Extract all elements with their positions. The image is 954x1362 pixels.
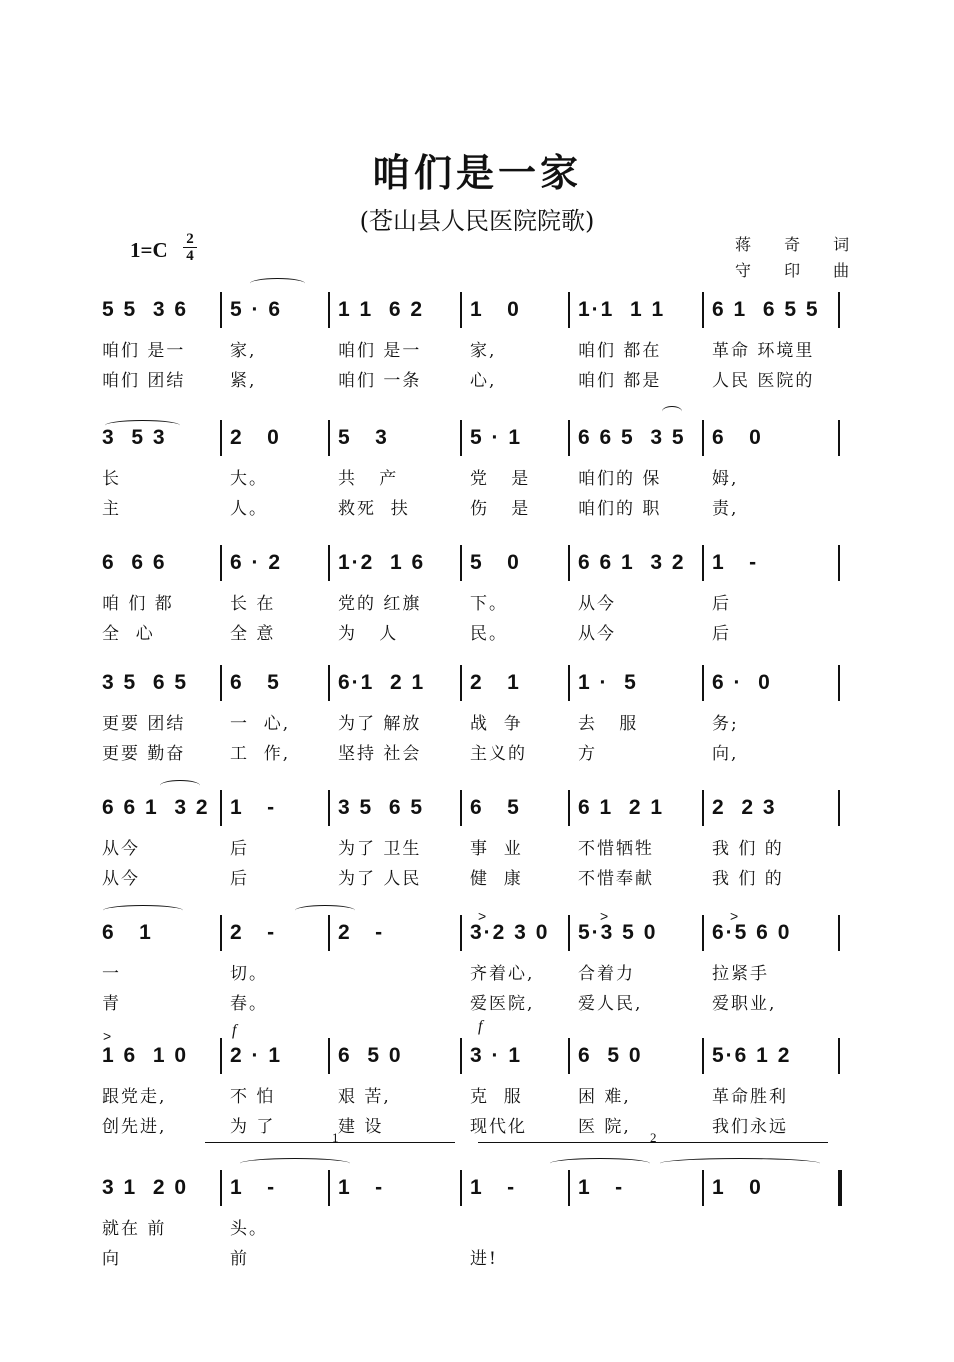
barline <box>838 292 840 328</box>
barline <box>328 790 330 826</box>
barline <box>220 790 222 826</box>
measure-notes: 6·1 2 1 <box>338 671 426 694</box>
barline <box>328 420 330 456</box>
barline <box>568 790 570 826</box>
lyric-verse-2: 前 <box>230 1249 249 1269</box>
barline <box>838 1038 840 1074</box>
lyric-verse-2: 人。 <box>230 499 268 519</box>
lyric-verse-2: 为 了 <box>230 1117 276 1137</box>
song-subtitle: (苍山县人民医院院歌) <box>359 207 595 235</box>
measure-notes: 1 - <box>338 1176 385 1199</box>
measure-notes: 1·2 1 6 <box>338 551 426 574</box>
barline <box>328 665 330 701</box>
barline <box>220 420 222 456</box>
barline <box>568 1038 570 1074</box>
lyric-verse-1: 一 <box>102 964 121 984</box>
barline <box>220 292 222 328</box>
measure-notes: 2 - <box>338 921 385 944</box>
measure-notes: 1 - <box>578 1176 625 1199</box>
barline <box>702 665 704 701</box>
measure-notes: 2 2 3 <box>712 796 777 819</box>
lyric-verse-2: 心, <box>470 371 497 391</box>
lyric-verse-2: 从今 <box>578 624 616 644</box>
measure-notes: 1 · 5 <box>578 671 638 694</box>
measure-notes: 6 6 6 <box>102 551 167 574</box>
slur-mark <box>105 420 180 431</box>
lyric-verse-1: 艰 苦, <box>338 1087 391 1107</box>
barline <box>702 1170 704 1206</box>
slur-mark <box>103 905 183 916</box>
lyric-verse-1: 大。 <box>230 469 268 489</box>
volta-number-2: 2 <box>650 1130 657 1145</box>
barline <box>460 292 462 328</box>
barline <box>838 665 840 701</box>
barline <box>460 1170 462 1206</box>
music-system <box>0 915 954 1047</box>
slur-mark <box>295 905 355 916</box>
barline <box>220 545 222 581</box>
lyric-verse-1: 事 业 <box>470 839 523 859</box>
barline <box>568 1170 570 1206</box>
barline <box>702 292 704 328</box>
key-signature: 1=C <box>130 238 168 262</box>
barline <box>220 665 222 701</box>
lyric-verse-1: 姆, <box>712 469 739 489</box>
measure-notes: 5·6 1 2 <box>712 1044 792 1067</box>
lyric-verse-2: 医 院, <box>578 1117 631 1137</box>
lyric-verse-2: 方 <box>578 744 597 764</box>
barline <box>568 545 570 581</box>
lyric-verse-1: 困 难, <box>578 1087 631 1107</box>
lyric-verse-2: 从今 <box>102 869 140 889</box>
lyric-verse-2: 青 <box>102 994 121 1014</box>
lyric-verse-1: 长 <box>102 469 121 489</box>
measure-notes: 6 · 2 <box>230 551 283 574</box>
measure-notes: 3 5 3 <box>102 426 167 449</box>
accent-mark: > <box>478 908 487 924</box>
lyric-verse-2: 咱们的 职 <box>578 499 662 519</box>
measure-notes: 6 5 0 <box>338 1044 403 1067</box>
measure-notes: 1·1 1 1 <box>578 298 666 321</box>
barline <box>568 420 570 456</box>
lyric-verse-1: 克 服 <box>470 1087 523 1107</box>
lyric-verse-1: 齐着心, <box>470 964 535 984</box>
lyric-verse-1: 革命胜利 <box>712 1087 788 1107</box>
lyric-verse-2: 健 康 <box>470 869 523 889</box>
accent-mark: > <box>103 1028 112 1044</box>
lyric-verse-2: 建 设 <box>338 1117 384 1137</box>
lyric-verse-2: 主义的 <box>470 744 527 764</box>
measure-notes: 5 · 6 <box>230 298 283 321</box>
song-title: 咱们是一家 <box>371 150 582 195</box>
volta-bracket-1 <box>205 1142 455 1143</box>
measure-notes: 1 - <box>230 1176 277 1199</box>
lyric-verse-1: 一 心, <box>230 714 291 734</box>
lyric-verse-1: 为了 卫生 <box>338 839 422 859</box>
lyric-verse-1: 战 争 <box>470 714 523 734</box>
barline <box>838 915 840 951</box>
lyric-verse-2: 爱医院, <box>470 994 535 1014</box>
lyric-verse-2: 紧, <box>230 371 257 391</box>
lyric-verse-2: 咱们 都是 <box>578 371 662 391</box>
measure-notes: 6 6 1 3 2 <box>102 796 210 819</box>
lyric-verse-2: 主 <box>102 499 121 519</box>
lyric-verse-1: 去 服 <box>578 714 639 734</box>
music-system <box>0 420 954 552</box>
measure-notes: 6 6 1 3 2 <box>578 551 686 574</box>
lyric-verse-1: 家, <box>470 341 497 361</box>
barline <box>702 420 704 456</box>
barline <box>460 665 462 701</box>
time-signature <box>183 232 197 263</box>
lyric-verse-1: 为了 解放 <box>338 714 422 734</box>
lyric-verse-1: 咱们 是一 <box>338 341 422 361</box>
lyric-verse-2: 进! <box>470 1249 498 1269</box>
lyric-verse-1: 从今 <box>102 839 140 859</box>
lyric-verse-2: 不惜奉献 <box>578 869 654 889</box>
lyric-verse-1: 后 <box>712 594 731 614</box>
lyric-verse-1: 咱 们 都 <box>102 594 174 614</box>
measure-notes: 1 - <box>470 1176 517 1199</box>
barline <box>838 545 840 581</box>
accent-mark: > <box>600 908 609 924</box>
time-signature-bottom: 4 <box>186 248 194 264</box>
composer-credit: 守 印 曲 <box>735 261 864 280</box>
final-barline <box>838 1170 842 1206</box>
lyric-verse-2: 咱们 团结 <box>102 371 186 391</box>
slur-mark <box>660 1158 820 1169</box>
lyric-verse-1: 更要 团结 <box>102 714 186 734</box>
slur-mark <box>550 1158 650 1169</box>
measure-notes: 3 5 6 5 <box>338 796 425 819</box>
barline <box>838 420 840 456</box>
barline <box>220 915 222 951</box>
barline <box>702 915 704 951</box>
lyric-verse-2: 人民 医院的 <box>712 371 815 391</box>
barline <box>328 292 330 328</box>
barline <box>460 545 462 581</box>
lyric-verse-2: 爱人民, <box>578 994 643 1014</box>
lyric-verse-2: 责, <box>712 499 739 519</box>
barline <box>220 1038 222 1074</box>
lyric-verse-2: 现代化 <box>470 1117 527 1137</box>
lyric-verse-2: 咱们 一条 <box>338 371 422 391</box>
measure-notes: 5 · 1 <box>470 426 523 449</box>
music-system <box>0 790 954 922</box>
volta-number-1: 1 <box>332 1130 339 1145</box>
music-system <box>0 1130 954 1302</box>
lyric-verse-2: 伤 是 <box>470 499 531 519</box>
barline <box>328 545 330 581</box>
lyric-verse-2: 救死 扶 <box>338 499 410 519</box>
measure-notes: 5 3 <box>338 426 389 449</box>
lyric-verse-1: 后 <box>230 839 249 859</box>
barline <box>328 1170 330 1206</box>
barline <box>460 915 462 951</box>
measure-notes: 2 - <box>230 921 277 944</box>
measure-notes: 5 5 3 6 <box>102 298 189 321</box>
lyric-verse-2: 后 <box>712 624 731 644</box>
lyric-verse-1: 从今 <box>578 594 616 614</box>
lyric-verse-2: 坚持 社会 <box>338 744 422 764</box>
time-signature-top: 2 <box>186 231 194 247</box>
measure-notes: 1 6 1 0 <box>102 1044 189 1067</box>
lyric-verse-2: 向 <box>102 1249 121 1269</box>
accent-mark: > <box>730 908 739 924</box>
barline <box>838 790 840 826</box>
measure-notes: 2 0 <box>230 426 281 449</box>
lyric-verse-2: 全 心 <box>102 624 155 644</box>
lyricist-credit: 蒋 奇 词 <box>735 235 864 254</box>
lyric-verse-2: 更要 勤奋 <box>102 744 186 764</box>
lyric-verse-2: 全 意 <box>230 624 276 644</box>
lyric-verse-2: 工 作, <box>230 744 291 764</box>
measure-notes: 6 0 <box>712 426 763 449</box>
music-system <box>0 665 954 797</box>
lyric-verse-1: 务; <box>712 714 739 734</box>
lyric-verse-2: 后 <box>230 869 249 889</box>
barline <box>220 1170 222 1206</box>
lyric-verse-1: 党 是 <box>470 469 531 489</box>
lyric-verse-1: 不惜牺牲 <box>578 839 654 859</box>
music-system <box>0 292 954 424</box>
lyric-verse-2: 我们永远 <box>712 1117 788 1137</box>
measure-notes: 6 1 <box>102 921 153 944</box>
measure-notes: 6·5 6 0 <box>712 921 792 944</box>
lyric-verse-1: 咱们 都在 <box>578 341 662 361</box>
barline <box>568 915 570 951</box>
measure-notes: 6 5 0 <box>578 1044 643 1067</box>
measure-notes: 6 · 0 <box>712 671 772 694</box>
measure-notes: 1 - <box>230 796 277 819</box>
slur-mark <box>662 406 682 417</box>
measure-notes: 5·3 5 0 <box>578 921 658 944</box>
barline <box>568 292 570 328</box>
lyric-verse-1: 咱们的 保 <box>578 469 662 489</box>
barline <box>460 1038 462 1074</box>
measure-notes: 2 · 1 <box>230 1044 283 1067</box>
lyric-verse-2: 我 们 的 <box>712 869 784 889</box>
lyric-verse-2: 创先进, <box>102 1117 167 1137</box>
barline <box>460 420 462 456</box>
barline <box>328 915 330 951</box>
measure-notes: 6 5 <box>230 671 281 694</box>
lyric-verse-2: 民。 <box>470 624 508 644</box>
lyric-verse-1: 头。 <box>230 1219 268 1239</box>
lyric-verse-1: 长 在 <box>230 594 276 614</box>
barline <box>460 790 462 826</box>
measure-notes: 3 5 6 5 <box>102 671 189 694</box>
lyric-verse-2: 爱职业, <box>712 994 777 1014</box>
measure-notes: 6 1 2 1 <box>578 796 665 819</box>
lyric-verse-1: 就在 前 <box>102 1219 167 1239</box>
slur-mark <box>250 278 305 289</box>
barline <box>702 1038 704 1074</box>
measure-notes: 3 1 2 0 <box>102 1176 189 1199</box>
lyric-verse-1: 切。 <box>230 964 268 984</box>
measure-notes: 6 6 5 3 5 <box>578 426 686 449</box>
measure-notes: 1 0 <box>470 298 521 321</box>
music-system <box>0 1038 954 1170</box>
lyric-verse-1: 家, <box>230 341 257 361</box>
lyric-verse-1: 跟党走, <box>102 1087 167 1107</box>
measure-notes: 3·2 3 0 <box>470 921 550 944</box>
lyric-verse-2: 为了 人民 <box>338 869 422 889</box>
dynamic-mark: f <box>478 1018 483 1035</box>
music-system <box>0 545 954 677</box>
barline <box>568 665 570 701</box>
lyric-verse-1: 合着力 <box>578 964 635 984</box>
slur-mark <box>240 1158 350 1169</box>
dynamic-mark: f <box>232 1022 237 1039</box>
lyric-verse-1: 党的 红旗 <box>338 594 422 614</box>
measure-notes: 5 0 <box>470 551 521 574</box>
lyric-verse-2: 春。 <box>230 994 268 1014</box>
measure-notes: 6 1 6 5 5 <box>712 298 820 321</box>
measure-notes: 3 · 1 <box>470 1044 523 1067</box>
lyric-verse-1: 不 怕 <box>230 1087 276 1107</box>
measure-notes: 1 1 6 2 <box>338 298 425 321</box>
lyric-verse-1: 我 们 的 <box>712 839 784 859</box>
barline <box>702 790 704 826</box>
lyric-verse-1: 革命 环境里 <box>712 341 815 361</box>
lyric-verse-1: 下。 <box>470 594 508 614</box>
measure-notes: 2 1 <box>470 671 521 694</box>
measure-notes: 1 0 <box>712 1176 763 1199</box>
lyric-verse-1: 共 产 <box>338 469 399 489</box>
barline <box>702 545 704 581</box>
slur-mark <box>160 780 200 791</box>
barline <box>328 1038 330 1074</box>
lyric-verse-2: 向, <box>712 744 739 764</box>
lyric-verse-1: 咱们 是一 <box>102 341 186 361</box>
measure-notes: 6 5 <box>470 796 521 819</box>
lyric-verse-2: 为 人 <box>338 624 399 644</box>
lyric-verse-1: 拉紧手 <box>712 964 769 984</box>
measure-notes: 1 - <box>712 551 759 574</box>
